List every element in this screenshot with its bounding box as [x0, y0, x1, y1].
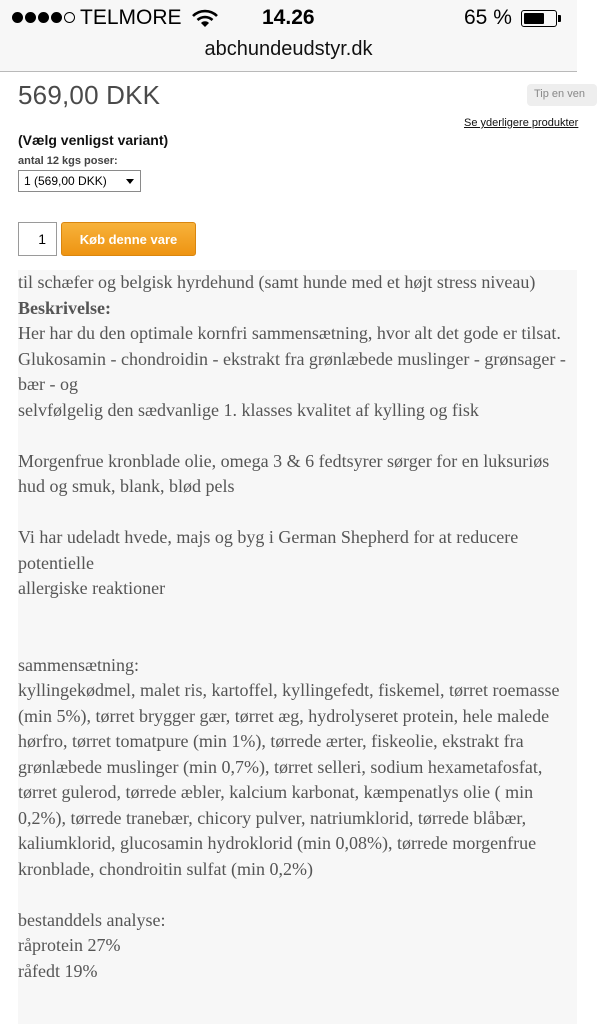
composition-heading: sammensætning:: [18, 654, 139, 675]
description-heading: Beskrivelse:: [18, 297, 111, 318]
product-description: [18, 270, 577, 1024]
analysis-fat: råfedt 19%: [18, 960, 98, 981]
variant-select-value: 1 (569,00 DKK): [24, 174, 107, 188]
description-paragraph: allergiske reaktioner: [18, 578, 166, 598]
description-paragraph: selvfølgelig den sædvanlige 1. klasses kvalitet af kylling og fisk: [18, 399, 479, 420]
variant-label: antal 12 kgs poser:: [18, 155, 118, 167]
analysis-protein: råprotein 27%: [18, 935, 121, 955]
description-paragraph: Morgenfrue kronblade olie, omega 3 & 6 fedtsyrer sørger for en luksuriøs hud og smuk, blank, blød pels: [18, 450, 550, 496]
browser-top-bar: [0, 0, 577, 72]
composition-text: kyllingekødmel, malet ris, kartoffel, kyllingefedt, fiskemel, tørret roemasse (min 5%), tørret brygger gær, tørret æg, hydrolyseret protein, hele malede hørfro, tørret tomatpure (min 1%), tørrede ærter, fiskeolie, ekstrakt fra grønlæbede muslinger (min 0,7%), tørret selleri, sodium hexametafosfat, tørret gulerod, tørrede æbler, kalcium karbonat, kæmpenatlys olie ( min 0,2%), tørrede tranebær, chicory pulver, natriumklorid, tørrede blåbær, kaliumklorid, glucosamin hydroklorid (min 0,08%), tørrede morgenfrue kronblade, chondroitin sulfat (min 0,2%): [18, 680, 560, 879]
description-intro: til schæfer og belgisk hyrdehund (samt hunde med et højt stress niveau): [18, 272, 536, 292]
tip-a-friend-button[interactable]: Tip en ven: [527, 84, 597, 106]
quantity-input[interactable]: 1: [18, 222, 57, 256]
variant-select[interactable]: [18, 170, 141, 192]
product-price: 569,00 DKK: [18, 80, 161, 110]
dropdown-arrow-icon: [126, 179, 134, 184]
clock: 14.26: [262, 6, 315, 29]
description-paragraph: Her har du den optimale kornfri sammensætning, hvor alt det gode er tilsat.: [18, 323, 561, 343]
more-products-link[interactable]: Se yderligere produkter: [464, 117, 579, 129]
description-paragraph: Vi har udeladt hvede, majs og byg i German Shepherd for at reducere potentielle: [18, 527, 519, 573]
carrier-name: TELMORE: [80, 6, 182, 29]
buy-button[interactable]: Køb denne vare: [61, 222, 196, 256]
address-bar[interactable]: abchundeudstyr.dk: [204, 38, 373, 60]
signal-strength-icon: [12, 12, 75, 23]
battery-nub: [558, 15, 561, 22]
variant-title: (Vælg venligst variant): [18, 132, 169, 148]
analysis-heading: bestanddels analyse:: [18, 909, 166, 930]
wifi-icon: [192, 9, 218, 29]
status-bar: [0, 0, 577, 36]
battery-icon: [521, 10, 557, 27]
battery-percentage: 65 %: [464, 6, 512, 29]
description-paragraph: Glukosamin - chondroidin - ekstrakt fra grønlæbede muslinger - grønsager - bær - og: [18, 348, 566, 394]
